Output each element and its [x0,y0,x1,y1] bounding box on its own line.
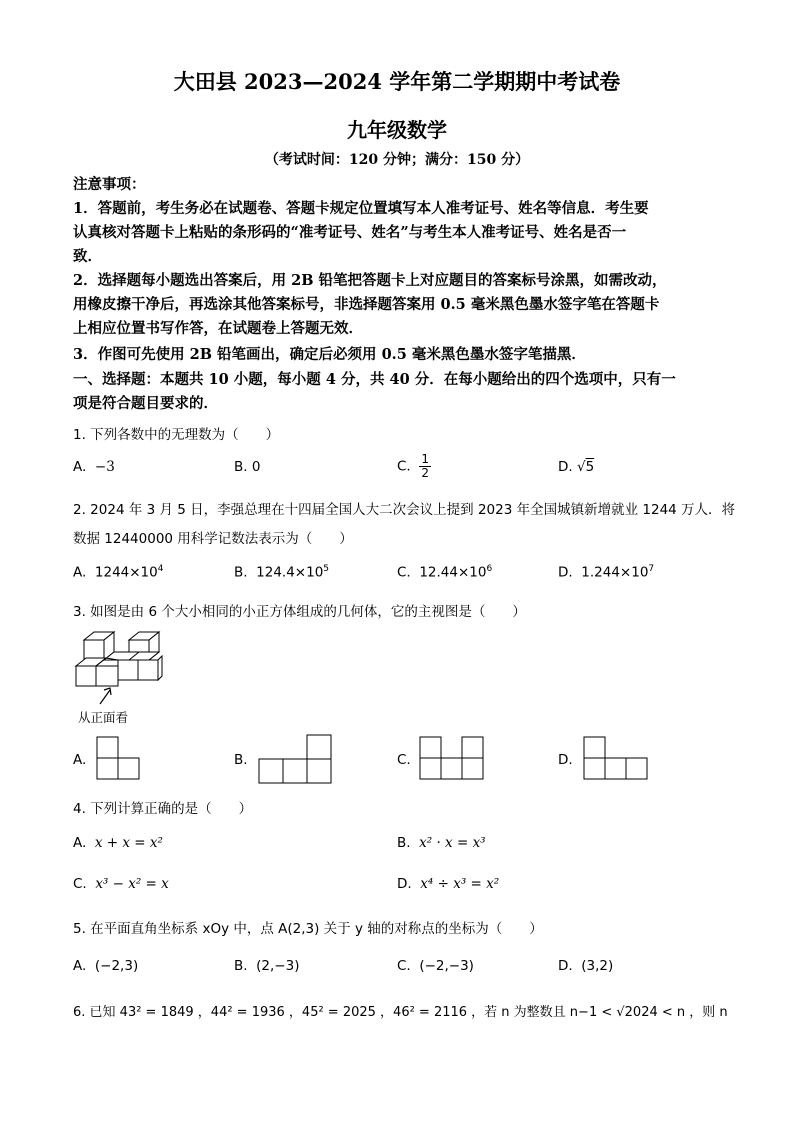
q3-option-c-figure [419,736,487,782]
q1-option-b: B. 0 [234,459,261,475]
q1-option-d: D. √5 [558,459,595,475]
notice-line: 1．答题前，考生务必在试题卷、答题卡规定位置填写本人准考证号、姓名等信息．考生要 [73,200,649,217]
q4-stem: 4. 下列计算正确的是（ ） [73,801,253,817]
q5-option-b: B. (2,−3) [234,958,300,974]
cube-front-face [118,660,138,680]
q3-option-d-figure [583,736,651,782]
q4-option-a: A. x + x = x² [73,835,163,851]
notice-line: 3．作图可先使用 2B 铅笔画出，确定后必须用 0.5 毫米黑色墨水签字笔描黑． [73,346,586,363]
q1-option-c: C. $\frac{1}{2}$ [397,452,429,480]
exam-meta: （考试时间：120 分钟；满分：150 分） [264,152,530,168]
q3-option-c-label: C. [397,752,411,768]
q2-option-c: C. $12.44\times 10^6$ [397,564,493,581]
q2-stem-line2: 数据 12440000 用科学记数法表示为（ ） [73,531,353,547]
notice-line: 认真核对答题卡上粘贴的条形码的“准考证号、姓名”与考生本人准考证号、姓名是否一 [73,224,627,241]
cube-front-face [138,660,158,680]
q5-option-c: C. (−2,−3) [397,958,474,974]
cube-front-face [84,640,104,660]
notice-line: 致． [73,248,102,265]
q5-option-a: A. (−2,3) [73,958,139,974]
exam-title: 大田县 2023—2024 学年第二学期期中考试卷 [173,69,621,94]
q4-option-d: D. x⁴ ÷ x³ = x² [397,876,500,892]
section-heading-cont: 项是符合题目要求的． [73,395,218,412]
notice-line: 上相应位置书写作答，在试题卷上答题无效． [73,320,363,337]
q2-option-d: D. $1.244\times 10^7$ [558,564,655,581]
exam-subtitle: 九年级数学 [347,118,447,142]
q3-caption: 从正面看 [78,710,129,725]
section-heading: 一、选择题：本题共 10 小题，每小题 4 分，共 40 分．在每小题给出的四个选项中，只有一 [73,371,676,388]
q2-option-b: B. $124.4\times 10^5$ [234,564,330,581]
q3-option-d-label: D. [558,752,573,768]
q2-stem-line1: 2. 2024 年 3 月 5 日，李强总理在十四届全国人大二次会议上提到 2023 年全国城镇新增就业 1244 万人．将 [73,502,736,518]
q5-stem: 5. 在平面直角坐标系 xOy 中，点 A(2,3) 关于 y 轴的对称点的坐标为（ ） [73,921,543,937]
cube-figure [74,628,164,708]
q1-option-a: A. −3 [73,459,115,475]
q3-stem: 3. 如图是由 6 个大小相同的小正方体组成的几何体，它的主视图是（ ） [73,604,526,620]
cube-front-face [76,666,96,686]
q4-option-b: B. x² · x = x³ [397,835,486,851]
q1-stem: 1. 下列各数中的无理数为（ ） [73,427,280,443]
q3-option-a-figure [96,736,142,782]
q5-option-d: D. (3,2) [558,958,614,974]
q3-option-b-figure [257,734,333,784]
notice-line: 2．选择题每小题选出答案后，用 2B 铅笔把答题卡上对应题目的答案标号涂黑，如需改动， [73,272,667,289]
q2-option-a: A. $1244\times 10^4$ [73,564,164,581]
q6-stem: 6. 已知 43² = 1849 ，44² = 1936 ，45² = 2025 ，46² = 2116 ，若 n 为整数且 n−1 < √2024 < n ，则 n [73,1005,728,1020]
cube-side-face [158,656,162,680]
q3-option-a-label: A. [73,752,87,768]
fraction: $\frac{1}{2}$ [421,452,429,480]
notice-line: 用橡皮擦干净后，再选涂其他答案标号，非选择题答案用 0.5 毫米黑色墨水签字笔在答题卡 [73,296,660,313]
q3-option-b-label: B. [234,752,248,768]
cube-front-face [96,666,118,686]
q4-option-c: C. x³ − x² = x [73,876,169,892]
notice-heading: 注意事项： [73,176,146,193]
